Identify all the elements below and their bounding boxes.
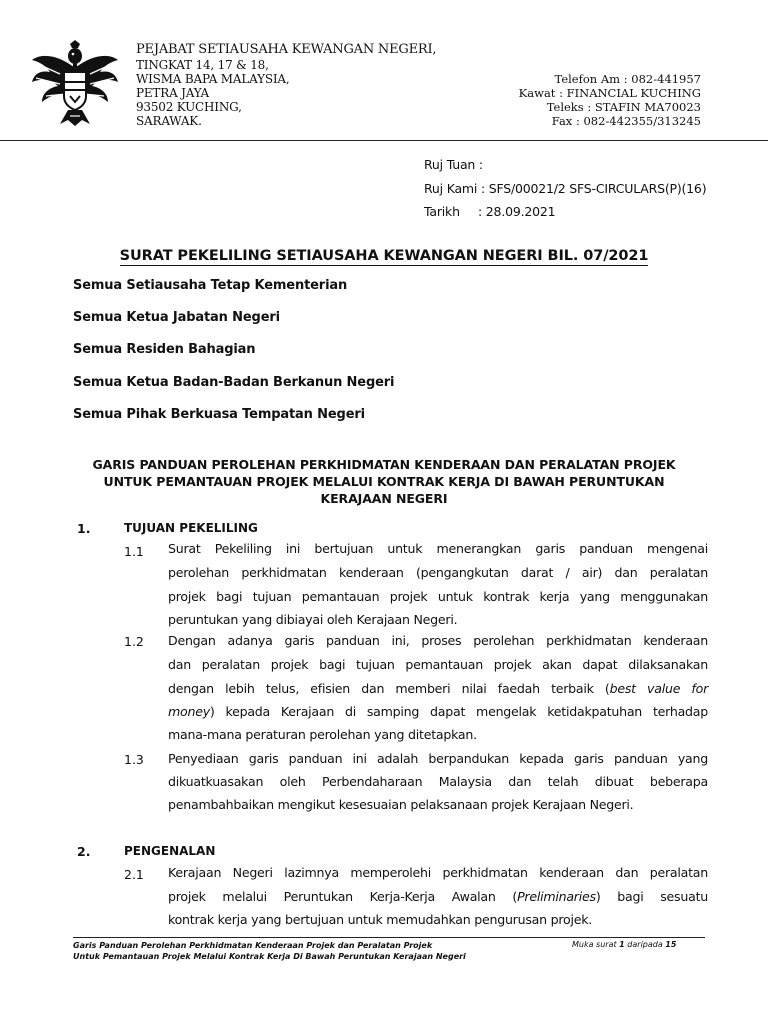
- page-current: 1: [619, 940, 625, 949]
- page-total: 15: [665, 940, 677, 949]
- paragraph-line: dan peralatan projek bagi tujuan pemantauan projek akan dapat dilaksanakan: [168, 657, 708, 672]
- recipient: Semua Setiausaha Tetap Kementerian: [73, 278, 348, 293]
- paragraph-line italic-mix: dengan lebih telus, efisien dan memberi nilai faedah terbaik (best value for: [168, 681, 709, 696]
- paragraph-line: dikuatkuasakan oleh Perbendaharaan Malaysia dan telah dibuat beberapa: [168, 774, 708, 789]
- paragraph-line: kontrak kerja yang bertujuan untuk memudahkan pengurusan projek.: [168, 912, 592, 927]
- paragraph-line: penambahbaikan mengikut kesesuaian pelaksanaan projek Kerajaan Negeri.: [168, 797, 634, 812]
- office-name: PEJABAT SETIAUSAHA KEWANGAN NEGERI,: [136, 42, 437, 57]
- contact-fax: Fax : 082-442355/313245: [551, 114, 701, 128]
- circular-title-text: SURAT PEKELILING SETIAUSAHA KEWANGAN NEGERI BIL. 07/2021: [119, 248, 649, 264]
- section-heading: PENGENALAN: [124, 844, 216, 858]
- paragraph-number: 1.2: [124, 634, 144, 649]
- section-heading: TUJUAN PEKELILING: [124, 521, 258, 535]
- header-divider: [0, 140, 768, 141]
- address-line: 93502 KUCHING,: [136, 100, 242, 114]
- paragraph-number: 1.1: [124, 544, 144, 559]
- ruj-kami: Ruj Kami : SFS/00021/2 SFS-CIRCULARS(P)(16): [424, 181, 707, 196]
- paragraph-line: peruntukan yang dibiayai oleh Kerajaan Negeri.: [168, 612, 458, 627]
- footer-title-line: Garis Panduan Perolehan Perkhidmatan Kenderaan Projek dan Peralatan Projek: [73, 941, 433, 950]
- section-number: 1.: [77, 521, 91, 536]
- subject-line: KERAJAAN NEGERI: [320, 491, 448, 506]
- tarikh-value: : 28.09.2021: [478, 204, 556, 219]
- section-number: 2.: [77, 844, 91, 859]
- page-indicator: [572, 940, 676, 949]
- paragraph-line: projek bagi tujuan pemantauan projek untuk kontrak kerja yang menggunakan: [168, 589, 708, 604]
- recipient: Semua Ketua Jabatan Negeri: [73, 310, 280, 325]
- address-line: WISMA BAPA MALAYSIA,: [136, 72, 290, 86]
- paragraph-line: perolehan perkhidmatan kenderaan (pengangkutan darat / air) dan peralatan: [168, 565, 708, 580]
- subject-line: GARIS PANDUAN PEROLEHAN PERKHIDMATAN KENDERAAN DAN PERALATAN PROJEK: [92, 457, 676, 472]
- address-line: SARAWAK.: [136, 114, 202, 128]
- page-of: daripada: [627, 940, 663, 949]
- paragraph-line italic-mix: projek melalui Peruntukan Kerja-Kerja Awalan (Preliminaries) bagi sesuatu: [168, 889, 708, 904]
- paragraph-line: Penyediaan garis panduan ini adalah berpandukan kepada garis panduan yang: [168, 751, 708, 766]
- footer-divider: [73, 937, 705, 938]
- paragraph-line: mana-mana peraturan perolehan yang ditetapkan.: [168, 727, 477, 742]
- ruj-tuan: Ruj Tuan :: [424, 157, 483, 172]
- tarikh-label: Tarikh: [424, 204, 460, 219]
- paragraph-line: Kerajaan Negeri lazimnya memperolehi perkhidmatan kenderaan dan peralatan: [168, 865, 708, 880]
- paragraph-number: 2.1: [124, 867, 144, 882]
- contact-telefon: Telefon Am : 082-441957: [554, 72, 701, 86]
- paragraph-line: Surat Pekeliling ini bertujuan untuk menerangkan garis panduan mengenai: [168, 541, 708, 556]
- paragraph-line: Dengan adanya garis panduan ini, proses perolehan perkhidmatan kenderaan: [168, 633, 708, 648]
- recipient: Semua Ketua Badan-Badan Berkanun Negeri: [73, 375, 395, 390]
- subject-line: UNTUK PEMANTAUAN PROJEK MELALUI KONTRAK KERJA DI BAWAH PERUNTUKAN: [103, 474, 665, 489]
- contact-teleks: Teleks : STAFIN MA70023: [546, 100, 701, 114]
- address-line: TINGKAT 14, 17 & 18,: [136, 58, 269, 72]
- page-label: Muka surat: [572, 940, 617, 949]
- paragraph-line italic-mix: money) kepada Kerajaan di samping dapat mengelak ketidakpatuhan terhadap: [168, 704, 708, 719]
- paragraph-number: 1.3: [124, 752, 144, 767]
- recipient: Semua Residen Bahagian: [73, 342, 256, 357]
- recipient: Semua Pihak Berkuasa Tempatan Negeri: [73, 407, 365, 422]
- circular-title: [0, 248, 768, 264]
- footer-title-line: Untuk Pemantauan Projek Melalui Kontrak Kerja Di Bawah Peruntukan Kerajaan Negeri: [73, 952, 466, 961]
- contact-kawat: Kawat : FINANCIAL KUCHING: [518, 86, 701, 100]
- address-line: PETRA JAYA: [136, 86, 210, 100]
- sarawak-crest-icon: [30, 38, 120, 128]
